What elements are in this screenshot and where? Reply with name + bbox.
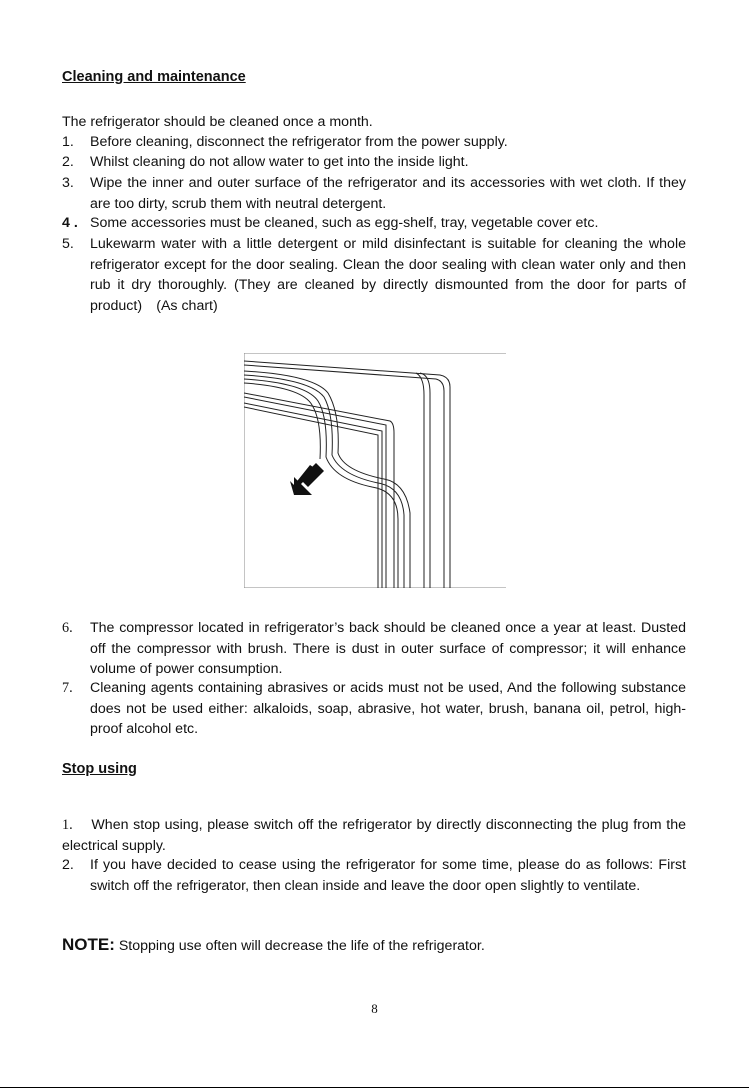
list-text: When stop using, please switch off the refrigerator by directly disconnecting the plug from the electrical supply. bbox=[62, 817, 686, 854]
list-text: The compressor located in refrigerator’s back should be cleaned once a year at least. Dusted off the compressor with brush. There is dust in outer surface of compressor; it will enhance volume of power consumption. bbox=[90, 620, 686, 677]
list-text: Before cleaning, disconnect the refrigerator from the power supply. bbox=[90, 134, 508, 150]
section-heading-stop-using: Stop using bbox=[62, 761, 137, 777]
list-number: 5. bbox=[62, 236, 74, 252]
note-label: NOTE: bbox=[62, 935, 115, 954]
list-item bbox=[62, 173, 686, 214]
page-number: 8 bbox=[371, 1001, 378, 1016]
list-item bbox=[62, 855, 686, 896]
list-item bbox=[62, 234, 686, 316]
list-number: 6. bbox=[62, 620, 73, 636]
list-number: 2. bbox=[62, 154, 74, 170]
list-number: 7. bbox=[62, 680, 73, 696]
list-text: Lukewarm water with a little detergent or mild disinfectant is suitable for cleaning the whole refrigerator except for the door sealing. Clean the door sealing with clean water only and then rub it dry thoroughly. (They are cleaned by directly dismounted from the door for parts of product) (As chart) bbox=[90, 236, 686, 314]
arrow-icon bbox=[290, 463, 324, 495]
list-item bbox=[62, 213, 686, 234]
list-item bbox=[62, 132, 686, 153]
list-number: 1. bbox=[62, 817, 73, 833]
list-text: Whilst cleaning do not allow water to get into the inside light. bbox=[90, 154, 469, 170]
list-item bbox=[62, 618, 686, 680]
list-text: Wipe the inner and outer surface of the refrigerator and its accessories with wet cloth. If they are too dirty, scrub them with neutral detergent. bbox=[90, 175, 686, 212]
list-text: If you have decided to cease using the refrigerator for some time, please do as follows: First switch off the refrigerator, then clean inside and leave the door open slightly to ventilate. bbox=[90, 857, 686, 894]
list-number: 3. bbox=[62, 175, 74, 191]
bottom-rule bbox=[0, 1087, 749, 1088]
door-seal-illustration bbox=[244, 353, 506, 588]
note-text: Stopping use often will decrease the life of the refrigerator. bbox=[114, 938, 485, 954]
stop-using-item-1 bbox=[62, 815, 686, 856]
note bbox=[62, 935, 686, 957]
list-text: Cleaning agents containing abrasives or acids must not be used, And the following substance does not be used either: alkaloids, soap, abrasive, hot water, brush, banana oil, petrol, high-proof alcohol etc. bbox=[90, 680, 686, 737]
section-heading-cleaning: Cleaning and maintenance bbox=[62, 69, 246, 85]
list-item bbox=[62, 678, 686, 740]
list-text: Some accessories must be cleaned, such as egg-shelf, tray, vegetable cover etc. bbox=[90, 215, 599, 231]
list-number: 4 . bbox=[62, 215, 78, 231]
list-number: 1. bbox=[62, 134, 74, 150]
list-number: 2. bbox=[62, 857, 74, 873]
list-item bbox=[62, 152, 686, 173]
cleaning-intro: The refrigerator should be cleaned once a month. bbox=[62, 114, 373, 130]
